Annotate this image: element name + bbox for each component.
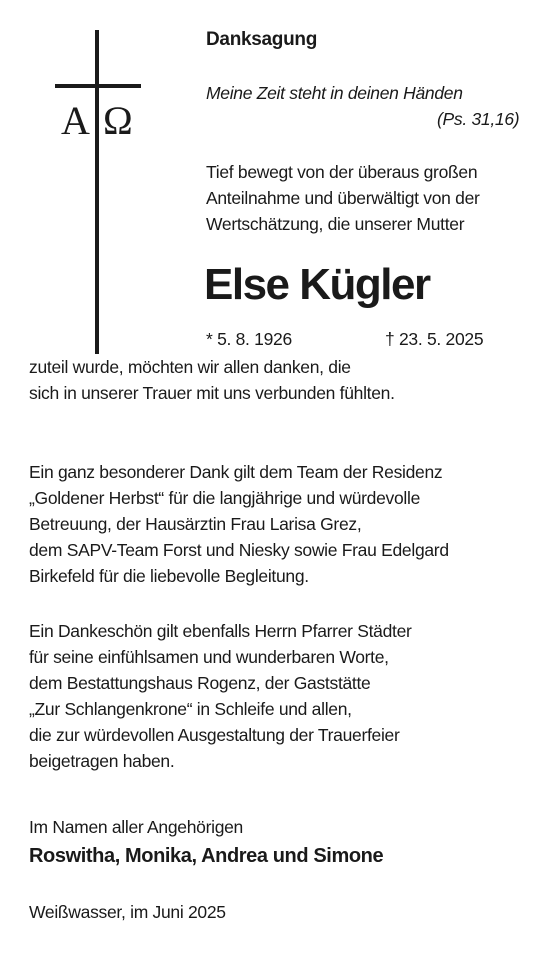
text-line: dem Bestattungshaus Rogenz, der Gaststätte — [29, 673, 371, 693]
motto-reference: (Ps. 31,16) — [437, 109, 520, 129]
intro-line: Tief bewegt von der überaus großen — [206, 162, 478, 182]
birth-date: * 5. 8. 1926 — [206, 329, 292, 349]
thanks-paragraph-1 — [29, 354, 395, 406]
thanks-paragraph-3 — [29, 618, 412, 774]
text-line: Birkefeld für die liebevolle Begleitung. — [29, 566, 309, 586]
text-line: „Goldener Herbst“ für die langjährige und würdevolle — [29, 488, 421, 508]
intro-line: Anteilnahme und überwältigt von der — [206, 188, 480, 208]
text-line: „Zur Schlangenkrone“ in Schleife und allen, — [29, 699, 352, 719]
alpha-symbol: Α — [61, 98, 90, 143]
text-line: für seine einfühlsamen und wunderbaren Worte, — [29, 647, 389, 667]
text-line: zuteil wurde, möchten wir allen danken, die — [29, 357, 351, 377]
cross-icon-vertical — [95, 30, 99, 354]
text-line: Betreuung, der Hausärztin Frau Larisa Grez, — [29, 514, 362, 534]
intro-line: Wertschätzung, die unserer Mutter — [206, 214, 465, 234]
motto-text: Meine Zeit steht in deinen Händen — [206, 83, 463, 103]
omega-symbol: Ω — [103, 98, 133, 143]
heading-danksagung: Danksagung — [206, 29, 318, 50]
place-date: Weißwasser, im Juni 2025 — [29, 902, 226, 922]
text-line: Ein ganz besonderer Dank gilt dem Team der Residenz — [29, 462, 443, 482]
cross-icon-horizontal — [55, 84, 141, 88]
signature-intro: Im Namen aller Angehörigen — [29, 817, 243, 837]
signature-names: Roswitha, Monika, Andrea und Simone — [29, 845, 384, 867]
death-date: † 23. 5. 2025 — [385, 329, 484, 349]
text-line: die zur würdevollen Ausgestaltung der Trauerfeier — [29, 725, 400, 745]
text-line: beigetragen haben. — [29, 751, 175, 771]
text-line: dem SAPV-Team Forst und Niesky sowie Frau Edelgard — [29, 540, 449, 560]
text-line: sich in unserer Trauer mit uns verbunden fühlten. — [29, 383, 395, 403]
intro-text — [206, 159, 480, 237]
thanks-paragraph-2 — [29, 459, 449, 589]
deceased-name: Else Kügler — [204, 260, 430, 309]
text-line: Ein Dankeschön gilt ebenfalls Herrn Pfarrer Städter — [29, 621, 412, 641]
